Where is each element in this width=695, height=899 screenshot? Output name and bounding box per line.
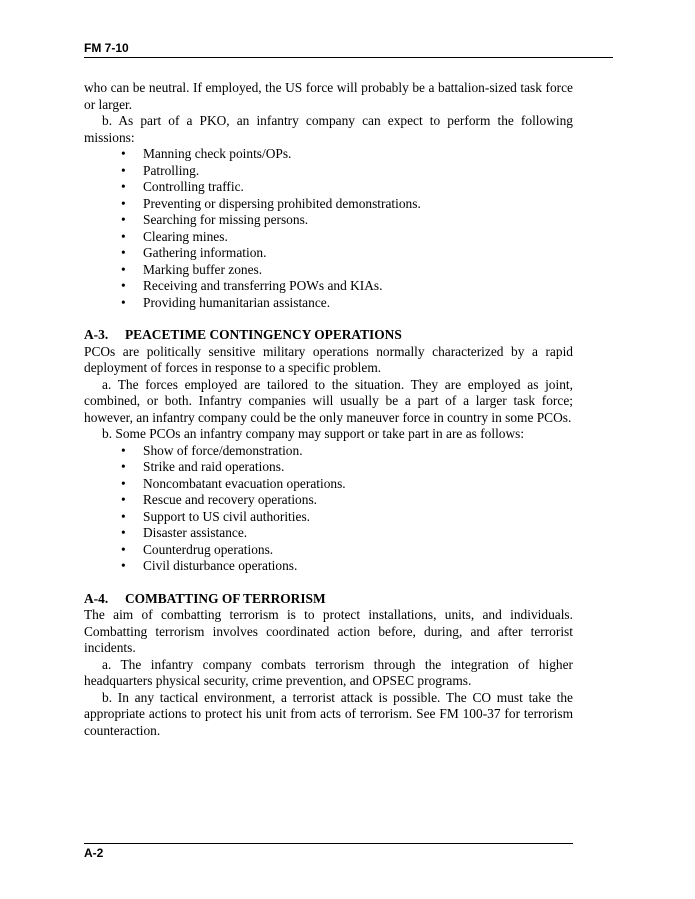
- running-header: FM 7-10: [84, 41, 129, 55]
- a4-para-b: b. In any tactical environment, a terrorist attack is possible. The CO must take the appropriate actions to protect his unit from acts of terrorism. See FM 100-37 for terrorism counteraction.: [84, 689, 573, 738]
- pko-para-b: b. As part of a PKO, an infantry company can expect to perform the following missions:: [84, 113, 573, 145]
- list-item: • Controlling traffic.: [84, 179, 573, 196]
- a4-intro: The aim of combatting terrorism is to protect installations, units, and individuals. Combatting terrorism involves coordinated action before, during, and after terrorist incidents.: [84, 607, 573, 655]
- list-item: • Noncombatant evacuation operations.: [84, 476, 573, 493]
- list-item: • Searching for missing persons.: [84, 212, 573, 229]
- section-heading-a4: [84, 591, 573, 608]
- section-number: A-4.: [84, 590, 109, 606]
- list-item: • Manning check points/OPs.: [84, 146, 573, 163]
- pco-operations-list: [84, 443, 573, 575]
- list-item: • Support to US civil authorities.: [84, 509, 573, 526]
- section-title: COMBATTING OF TERRORISM: [125, 590, 326, 606]
- footer-rule: [84, 843, 573, 844]
- section-heading-a3: [84, 327, 573, 344]
- list-item: • Strike and raid operations.: [84, 459, 573, 476]
- list-item: • Counterdrug operations.: [84, 542, 573, 559]
- list-item: • Preventing or dispersing prohibited demonstrations.: [84, 196, 573, 213]
- page-body: [84, 80, 573, 739]
- section-title: PEACETIME CONTINGENCY OPERATIONS: [125, 327, 402, 342]
- a4-para-a: a. The infantry company combats terrorism through the integration of higher headquarters physical security, crime prevention, and OPSEC programs.: [84, 656, 573, 688]
- header-rule: [84, 57, 613, 58]
- list-item: • Show of force/demonstration.: [84, 443, 573, 460]
- page-number: A-2: [84, 846, 104, 860]
- list-item: • Gathering information.: [84, 245, 573, 262]
- list-item: • Civil disturbance operations.: [84, 558, 573, 575]
- a3-para-a: a. The forces employed are tailored to the situation. They are employed as joint, combined, or both. Infantry companies will usually be a part of a larger task force; however, an infantry company could be the only maneuver force in country in some PCOs.: [84, 376, 573, 425]
- a3-para-b: b. Some PCOs an infantry company may support or take part in are as follows:: [102, 426, 525, 441]
- list-item: • Clearing mines.: [84, 229, 573, 246]
- pko-missions-list: [84, 146, 573, 311]
- list-item: • Marking buffer zones.: [84, 262, 573, 279]
- list-item: • Receiving and transferring POWs and KIAs.: [84, 278, 573, 295]
- section-number: A-3.: [84, 327, 109, 342]
- list-item: • Rescue and recovery operations.: [84, 492, 573, 509]
- continuation-paragraph: who can be neutral. If employed, the US force will probably be a battalion-sized task force or larger.: [84, 80, 573, 112]
- list-item: • Disaster assistance.: [84, 525, 573, 542]
- list-item: • Providing humanitarian assistance.: [84, 295, 573, 312]
- list-item: • Patrolling.: [84, 163, 573, 180]
- a3-intro: PCOs are politically sensitive military operations normally characterized by a rapid deployment of forces in response to a specific problem.: [84, 343, 573, 375]
